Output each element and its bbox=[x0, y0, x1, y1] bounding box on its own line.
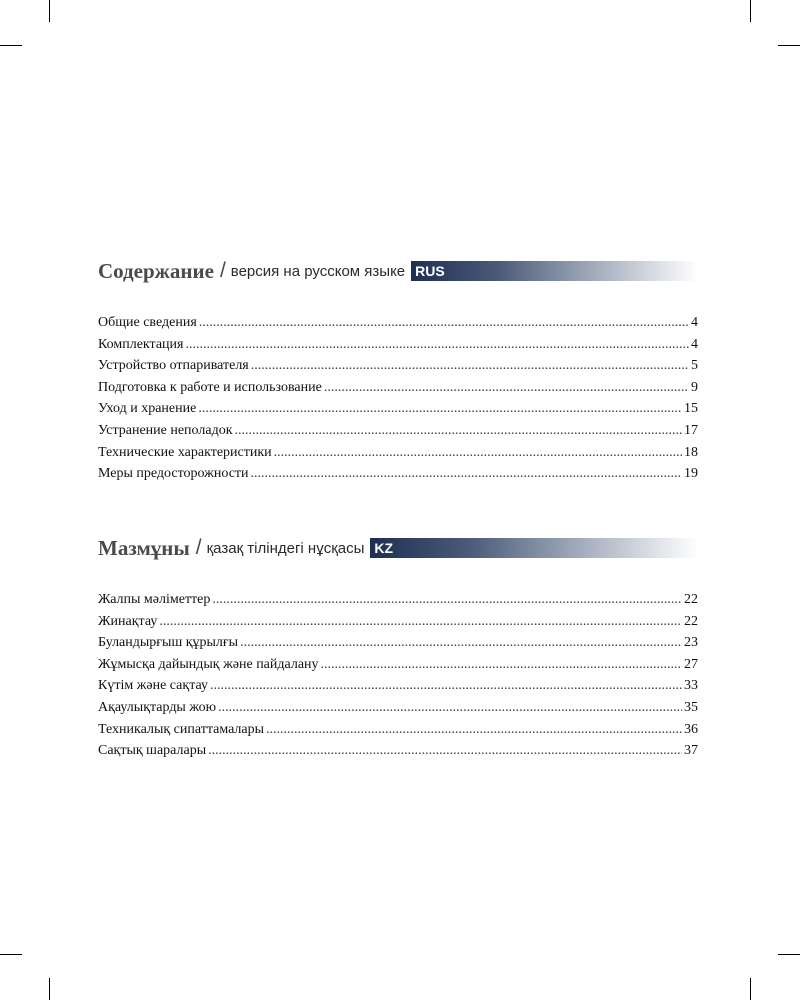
leader-dots bbox=[218, 697, 682, 719]
crop-mark-bottom-right-h bbox=[778, 954, 800, 955]
toc-entry-page: 4 bbox=[691, 336, 698, 352]
title-separator: / bbox=[219, 259, 226, 282]
toc-entry[interactable] bbox=[98, 589, 698, 611]
leader-dots bbox=[274, 442, 682, 464]
toc-entry[interactable] bbox=[98, 654, 698, 676]
section-heading-rus bbox=[98, 258, 698, 284]
toc-entry-label: Устройство отпаривателя bbox=[98, 358, 249, 374]
crop-mark-top-left-v bbox=[49, 0, 50, 22]
leader-dots bbox=[185, 334, 689, 356]
crop-mark-bottom-left-v bbox=[49, 978, 50, 1000]
leader-dots bbox=[210, 675, 682, 697]
toc-entry-label: Жинақтау bbox=[98, 613, 158, 629]
toc-entry[interactable] bbox=[98, 697, 698, 719]
toc-entry[interactable] bbox=[98, 442, 698, 464]
toc-section-rus bbox=[98, 258, 698, 485]
toc-entry-label: Ақаулықтарды жою bbox=[98, 699, 217, 715]
toc-entry-page: 17 bbox=[684, 422, 698, 438]
title-separator: / bbox=[195, 536, 202, 559]
toc-entry-page: 22 bbox=[684, 592, 698, 607]
toc-entry-page: 19 bbox=[684, 466, 698, 482]
crop-mark-top-right-h bbox=[778, 45, 800, 46]
toc-entry[interactable] bbox=[98, 463, 698, 485]
toc-entry-label: Техникалық сипаттамалары bbox=[98, 721, 265, 737]
section-title: Содержание bbox=[98, 258, 214, 283]
crop-mark-bottom-right-v bbox=[750, 978, 751, 1000]
toc-entry-label: Жалпы мәліметтер bbox=[98, 592, 211, 607]
toc-entry[interactable] bbox=[98, 355, 698, 377]
toc-entry-page: 36 bbox=[684, 721, 698, 737]
leader-dots bbox=[321, 654, 682, 676]
toc-entry[interactable] bbox=[98, 675, 698, 697]
toc-entry[interactable] bbox=[98, 334, 698, 356]
leader-dots bbox=[266, 719, 682, 741]
leader-dots bbox=[212, 589, 682, 611]
toc-entry-label: Комплектация bbox=[98, 336, 184, 352]
leader-dots bbox=[159, 611, 682, 633]
toc-entry-page: 18 bbox=[684, 444, 698, 460]
toc-entry-label: Уход и хранение bbox=[98, 401, 197, 417]
toc-list-kz bbox=[98, 589, 698, 762]
section-title: Мазмұны bbox=[98, 535, 190, 560]
crop-mark-top-right-v bbox=[750, 0, 751, 22]
toc-entry[interactable] bbox=[98, 719, 698, 741]
crop-mark-top-left-h bbox=[0, 45, 22, 46]
toc-entry-label: Сақтық шаралары bbox=[98, 743, 207, 759]
leader-dots bbox=[235, 420, 683, 442]
toc-entry-label: Устранение неполадок bbox=[98, 422, 233, 438]
leader-dots bbox=[199, 312, 689, 334]
toc-entry[interactable] bbox=[98, 740, 698, 762]
toc-entry-page: 35 bbox=[684, 699, 698, 715]
toc-entry-page: 27 bbox=[684, 656, 698, 672]
leader-dots bbox=[251, 463, 682, 485]
language-bar bbox=[370, 538, 698, 558]
section-subtitle: версия на русском языке bbox=[230, 262, 406, 280]
toc-entry-label: Буландырғыш құрылғы bbox=[98, 635, 239, 651]
language-code: KZ bbox=[374, 540, 394, 556]
toc-entry-page: 37 bbox=[684, 743, 698, 759]
crop-mark-bottom-left-h bbox=[0, 954, 22, 955]
toc-entry-page: 33 bbox=[684, 678, 698, 694]
toc-entry[interactable] bbox=[98, 632, 698, 654]
toc-entry-page: 5 bbox=[691, 358, 698, 374]
toc-entry-label: Жұмысқа дайындық және пайдалану bbox=[98, 656, 319, 672]
toc-entry-label: Меры предосторожности bbox=[98, 466, 249, 482]
leader-dots bbox=[198, 398, 682, 420]
toc-entry-label: Подготовка к работе и использование bbox=[98, 379, 322, 395]
toc-entry[interactable] bbox=[98, 312, 698, 334]
toc-entry[interactable] bbox=[98, 398, 698, 420]
toc-section-kz bbox=[98, 535, 698, 762]
leader-dots bbox=[240, 632, 682, 654]
toc-entry-page: 9 bbox=[691, 379, 698, 395]
toc-entry-label: Технические характеристики bbox=[98, 444, 272, 460]
toc-entry-page: 15 bbox=[684, 401, 698, 417]
leader-dots bbox=[324, 377, 689, 399]
leader-dots bbox=[208, 740, 682, 762]
section-heading-kz bbox=[98, 535, 698, 561]
toc-entry-page: 23 bbox=[684, 635, 698, 651]
toc-list-rus bbox=[98, 312, 698, 485]
toc-entry-page: 22 bbox=[684, 613, 698, 629]
toc-entry-page: 4 bbox=[691, 315, 698, 330]
toc-entry-label: Күтім және сақтау bbox=[98, 678, 208, 694]
language-code: RUS bbox=[415, 263, 445, 279]
toc-entry[interactable] bbox=[98, 611, 698, 633]
toc-entry[interactable] bbox=[98, 420, 698, 442]
section-subtitle: қазақ тіліндегі нұсқасы bbox=[206, 539, 365, 557]
toc-entry[interactable] bbox=[98, 377, 698, 399]
leader-dots bbox=[251, 355, 689, 377]
toc-entry-label: Общие сведения bbox=[98, 315, 197, 330]
language-bar bbox=[411, 261, 698, 281]
